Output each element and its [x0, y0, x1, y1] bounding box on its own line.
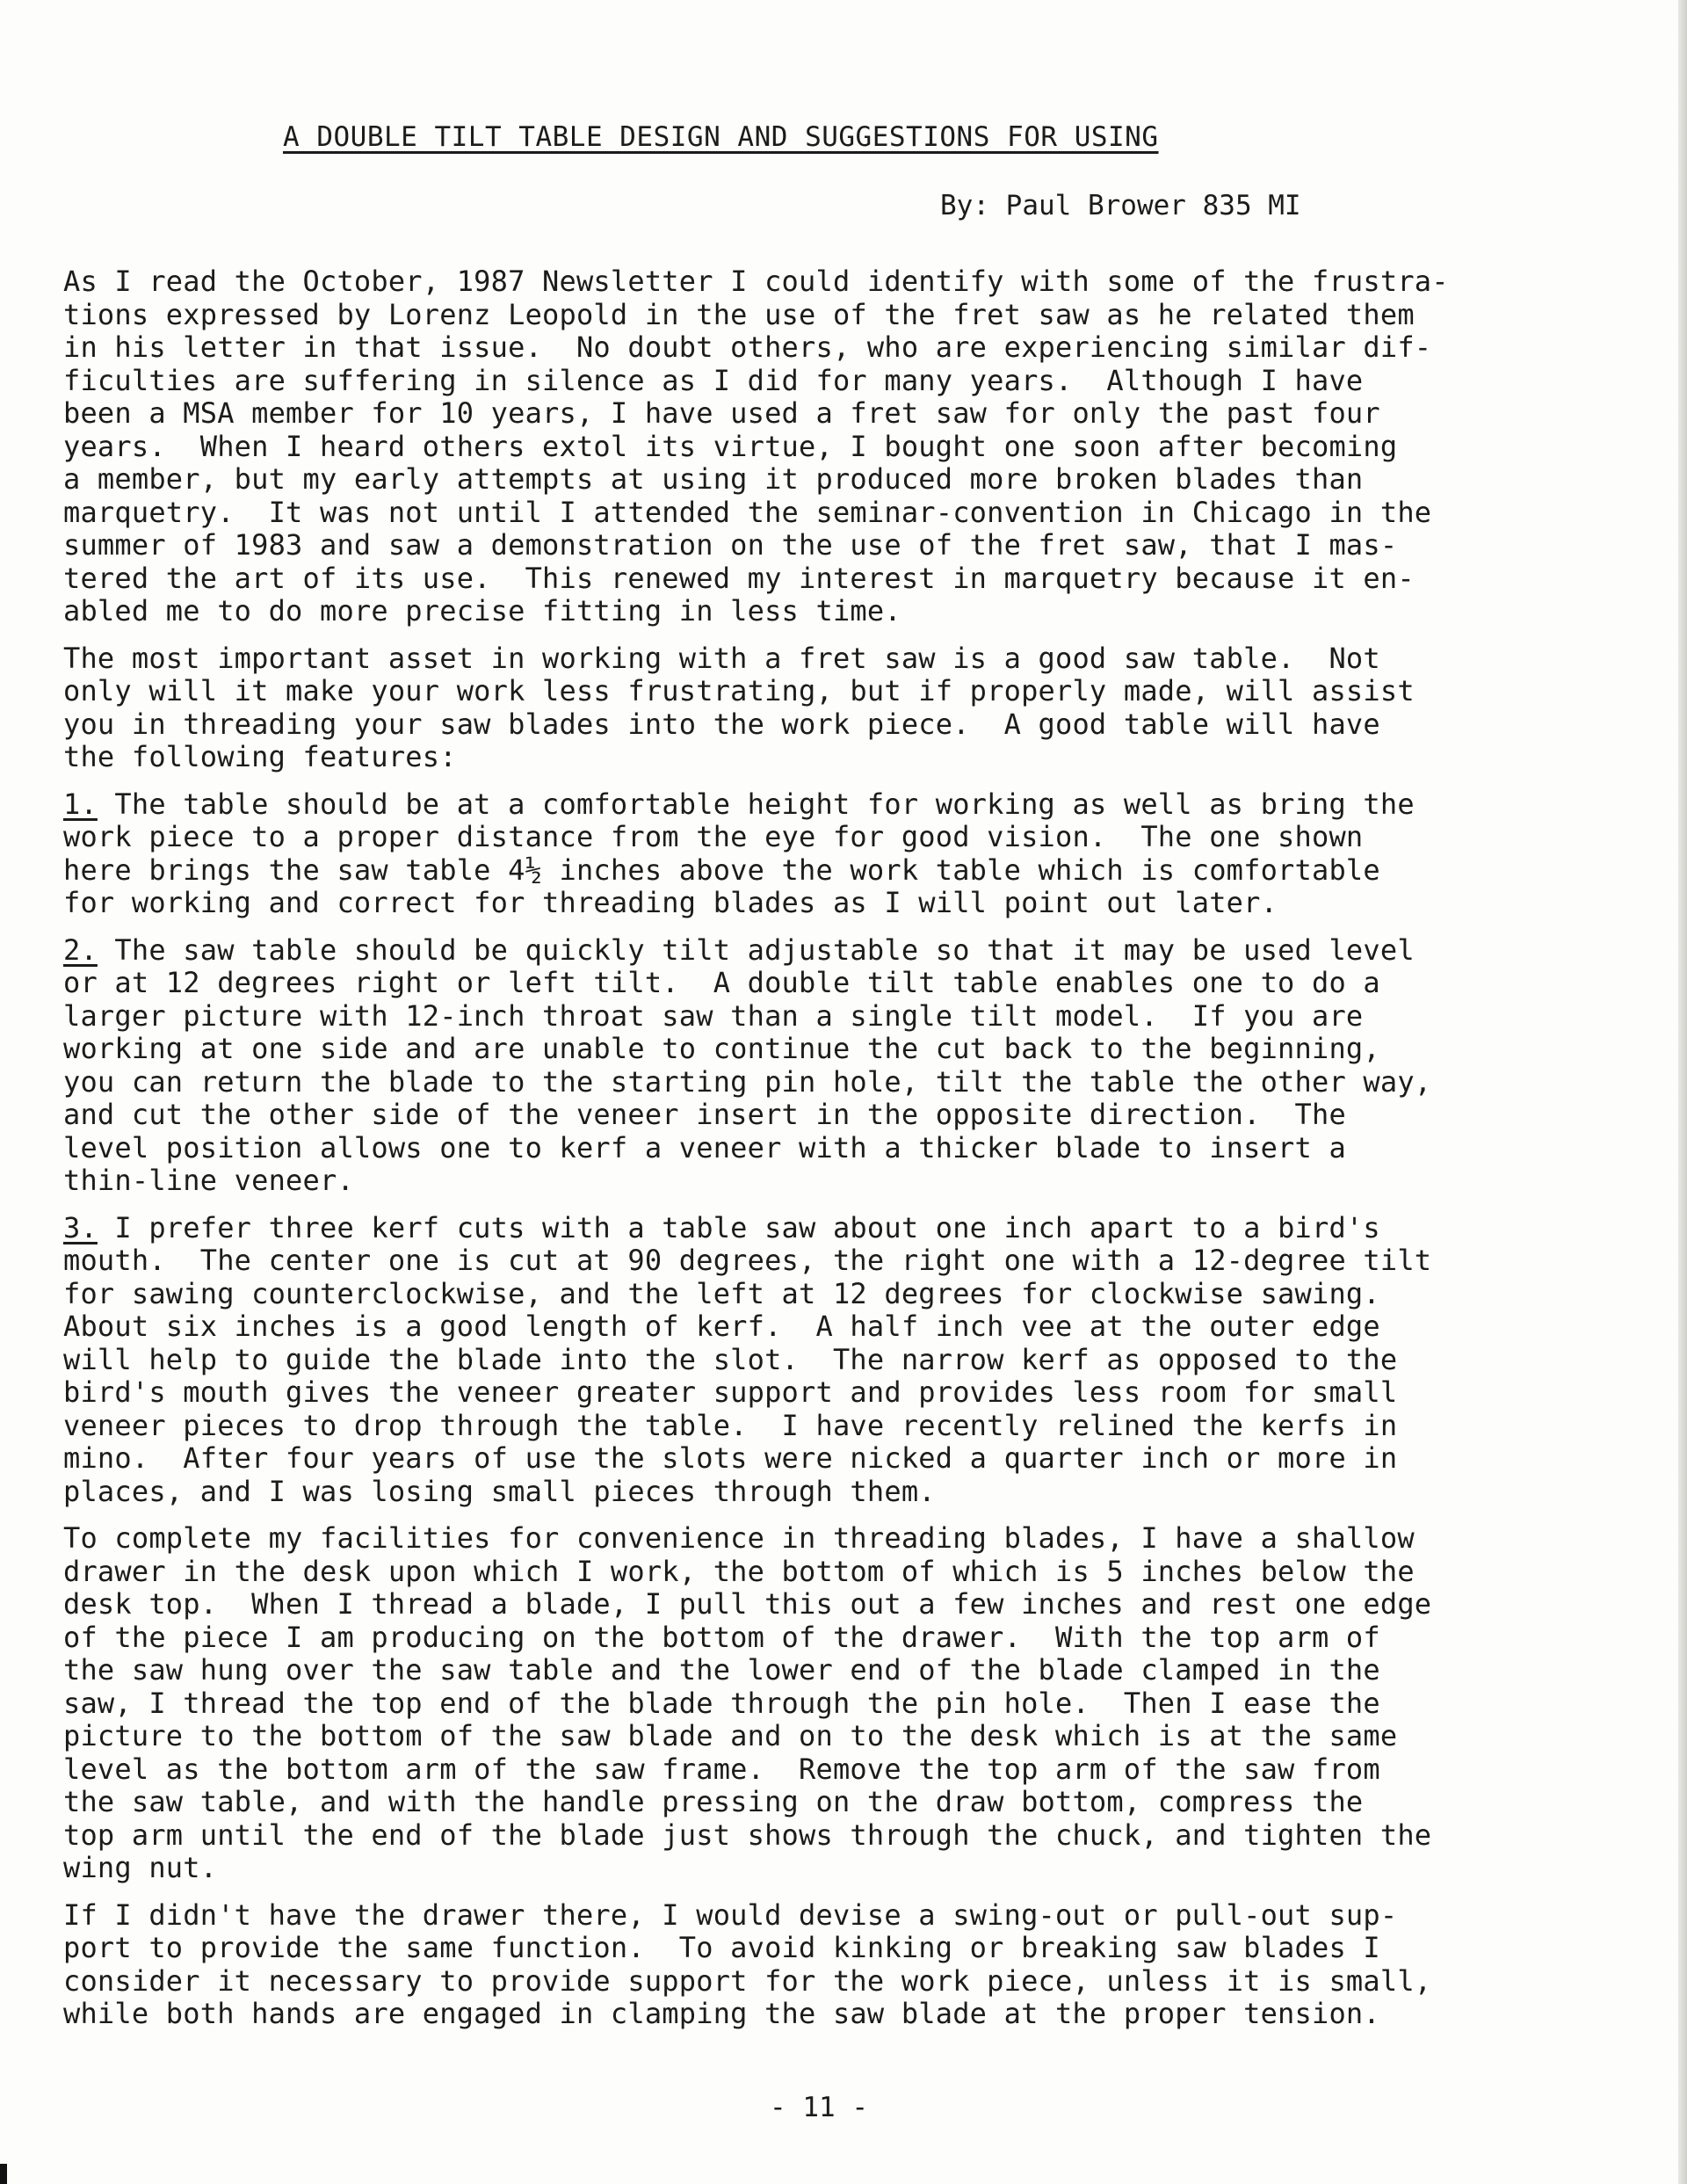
line-text: you can return the blade to the starting pin hole, tilt the table the other way,	[63, 1064, 1432, 1099]
text-line	[63, 1654, 1662, 1687]
line-text: level position allows one to kerf a veneer with a thicker blade to insert a	[63, 1130, 1346, 1165]
text-line	[63, 1132, 1662, 1165]
line-text: the saw hung over the saw table and the lower end of the blade clamped in the	[63, 1653, 1380, 1687]
line-text: years. When I heard others extol its virtue, I bought one soon after becoming	[63, 429, 1398, 463]
line-text: work piece to a proper distance from the eye for good vision. The one shown	[63, 820, 1364, 853]
line-text: working at one side and are unable to continue the cut back to the beginning,	[63, 1032, 1380, 1065]
line-text: mino. After four years of use the slots were nicked a quarter inch or more in	[63, 1441, 1398, 1475]
text-line	[63, 1310, 1662, 1344]
line-text: As I read the October, 1987 Newsletter I could identify with some of the frustra-	[63, 265, 1449, 298]
line-text: summer of 1983 and saw a demonstration on the use of the fret saw, that I mas-	[63, 528, 1398, 562]
line-text: the saw table, and with the handle pressing on the draw bottom, compress the	[63, 1785, 1364, 1818]
line-text: you in threading your saw blades into the work piece. A good table will have	[63, 707, 1380, 741]
line-text: for sawing counterclockwise, and the left at 12 degrees for clockwise sawing.	[63, 1276, 1380, 1310]
text-line	[63, 1442, 1662, 1476]
text-line	[63, 1588, 1662, 1622]
line-text: wing nut.	[63, 1851, 218, 1884]
line-text: tered the art of its use. This renewed my interest in marquetry because it en-	[63, 561, 1415, 595]
text-line	[63, 431, 1662, 464]
text-line	[63, 1033, 1662, 1066]
text-line	[63, 1000, 1662, 1034]
text-line	[63, 595, 1662, 628]
text-line	[63, 299, 1662, 332]
line-text: for working and correct for threading blades as I will point out later.	[63, 886, 1278, 919]
line-text: saw, I thread the top end of the blade through the pin hole. Then I ease the	[63, 1686, 1380, 1720]
line-text: level as the bottom arm of the saw frame. Remove the top arm of the saw from	[63, 1752, 1380, 1786]
paragraph	[63, 934, 1662, 1198]
item-number: 3.	[63, 1210, 98, 1244]
line-text: consider it necessary to provide support for the work piece, unless it is small,	[63, 1963, 1432, 1998]
text-line	[63, 1066, 1662, 1099]
paragraph	[63, 265, 1662, 628]
line-text: top arm until the end of the blade just shows through the chuck, and tighten the	[63, 1818, 1432, 1852]
text-line	[63, 642, 1662, 676]
text-line	[63, 1278, 1662, 1311]
text-line	[63, 1244, 1662, 1278]
text-line	[63, 529, 1662, 562]
text-line	[63, 675, 1662, 708]
paragraph	[63, 1212, 1662, 1509]
line-text: desk top. When I thread a blade, I pull this out a few inches and rest one edge	[63, 1587, 1432, 1621]
text-line	[63, 1819, 1662, 1853]
line-text: and cut the other side of the veneer insert in the opposite direction. The	[63, 1098, 1346, 1131]
line-text: tions expressed by Lorenz Leopold in the use of the fret saw as he related them	[63, 297, 1415, 331]
paragraph	[63, 1522, 1662, 1885]
line-text: About six inches is a good length of kerf. A half inch vee at the outer edge	[63, 1310, 1380, 1343]
line-text: mouth. The center one is cut at 90 degrees, the right one with a 12-degree tilt	[63, 1244, 1432, 1277]
line-text: The table should be at a comfortable height for working as well as bring the	[97, 787, 1415, 821]
text-line	[63, 934, 1662, 968]
text-line	[63, 1376, 1662, 1410]
line-text: of the piece I am producing on the bottom of the drawer. With the top arm of	[63, 1620, 1380, 1654]
text-line	[63, 1099, 1662, 1132]
line-text: The saw table should be quickly tilt adjustable so that it may be used level	[97, 932, 1415, 967]
text-line	[63, 365, 1662, 398]
text-line	[63, 562, 1662, 596]
line-text: ficulties are suffering in silence as I did for many years. Although I have	[63, 363, 1364, 397]
line-text: a member, but my early attempts at using it produced more broken blades than	[63, 462, 1364, 496]
text-line	[63, 967, 1662, 1000]
text-line	[63, 741, 1662, 774]
line-text: larger picture with 12-inch throat saw than a single tilt model. If you are	[63, 998, 1364, 1033]
line-text: bird's mouth gives the veneer greater support and provides less room for small	[63, 1375, 1398, 1409]
text-line	[63, 1212, 1662, 1245]
text-line	[63, 1556, 1662, 1589]
line-text: while both hands are engaged in clamping the saw blade at the proper tension.	[63, 1997, 1380, 2030]
line-text: or at 12 degrees right or left tilt. A double tilt table enables one to do a	[63, 966, 1380, 999]
text-line	[63, 1687, 1662, 1721]
text-line	[63, 265, 1662, 299]
line-text: the following features:	[63, 740, 457, 773]
text-line	[63, 1998, 1662, 2031]
line-text: marquetry. It was not until I attended the seminar-convention in Chicago in the	[63, 495, 1432, 529]
text-line	[63, 788, 1662, 822]
item-number: 1.	[63, 787, 98, 821]
line-text: veneer pieces to drop through the table. I have recently relined the kerfs in	[63, 1408, 1398, 1442]
text-line	[63, 397, 1662, 431]
text-line	[63, 1344, 1662, 1377]
text-line	[63, 1622, 1662, 1655]
paper-edge	[1678, 0, 1687, 2184]
text-line	[63, 854, 1662, 888]
line-text: in his letter in that issue. No doubt others, who are experiencing similar dif-	[63, 330, 1432, 364]
item-number: 2.	[63, 932, 98, 967]
text-line	[63, 1522, 1662, 1556]
line-text: been a MSA member for 10 years, I have used a fret saw for only the past four	[63, 396, 1380, 430]
line-text: If I didn't have the drawer there, I would devise a swing-out or pull-out sup-	[63, 1897, 1398, 1932]
author-byline: By: Paul Brower 835 MI	[940, 190, 1301, 221]
line-text: I prefer three kerf cuts with a table saw about one inch apart to a bird's	[97, 1210, 1380, 1244]
line-text: The most important asset in working with a fret saw is a good saw table. Not	[63, 641, 1380, 675]
text-line	[63, 887, 1662, 920]
text-line	[63, 1899, 1662, 1933]
text-line	[63, 708, 1662, 742]
text-line	[63, 331, 1662, 365]
line-text: To complete my facilities for convenience in threading blades, I have a shallow	[63, 1521, 1415, 1555]
paragraph	[63, 1899, 1662, 2031]
scan-mark	[0, 2164, 7, 2184]
text-line	[63, 463, 1662, 497]
line-text: drawer in the desk upon which I work, the bottom of which is 5 inches below the	[63, 1554, 1415, 1588]
text-line	[63, 821, 1662, 854]
paragraph	[63, 642, 1662, 774]
text-line	[63, 1753, 1662, 1787]
text-line	[63, 1410, 1662, 1443]
line-text: abled me to do more precise fitting in less time.	[63, 594, 901, 628]
text-line	[63, 1786, 1662, 1819]
text-line	[63, 1852, 1662, 1885]
text-line	[63, 1965, 1662, 1999]
article-body	[63, 265, 1662, 2045]
text-line	[63, 1932, 1662, 1965]
line-text: only will it make your work less frustrating, but if properly made, will assist	[63, 674, 1415, 707]
line-text: picture to the bottom of the saw blade and on to the desk which is at the same	[63, 1719, 1398, 1752]
article-title: A DOUBLE TILT TABLE DESIGN AND SUGGESTIONS FOR USING	[283, 121, 1159, 153]
line-text: thin-line veneer.	[63, 1164, 354, 1197]
text-line	[63, 1476, 1662, 1509]
line-text: will help to guide the blade into the slot. The narrow kerf as opposed to the	[63, 1342, 1398, 1376]
line-text: port to provide the same function. To avoid kinking or breaking saw blades I	[63, 1931, 1380, 1964]
text-line	[63, 1720, 1662, 1753]
paragraph	[63, 788, 1662, 920]
text-line	[63, 497, 1662, 530]
text-line	[63, 1165, 1662, 1198]
line-text: here brings the saw table 4½ inches above the work table which is comfortable	[63, 853, 1380, 887]
page-number: - 11 -	[770, 2092, 868, 2123]
line-text: places, and I was losing small pieces through them.	[63, 1474, 936, 1508]
